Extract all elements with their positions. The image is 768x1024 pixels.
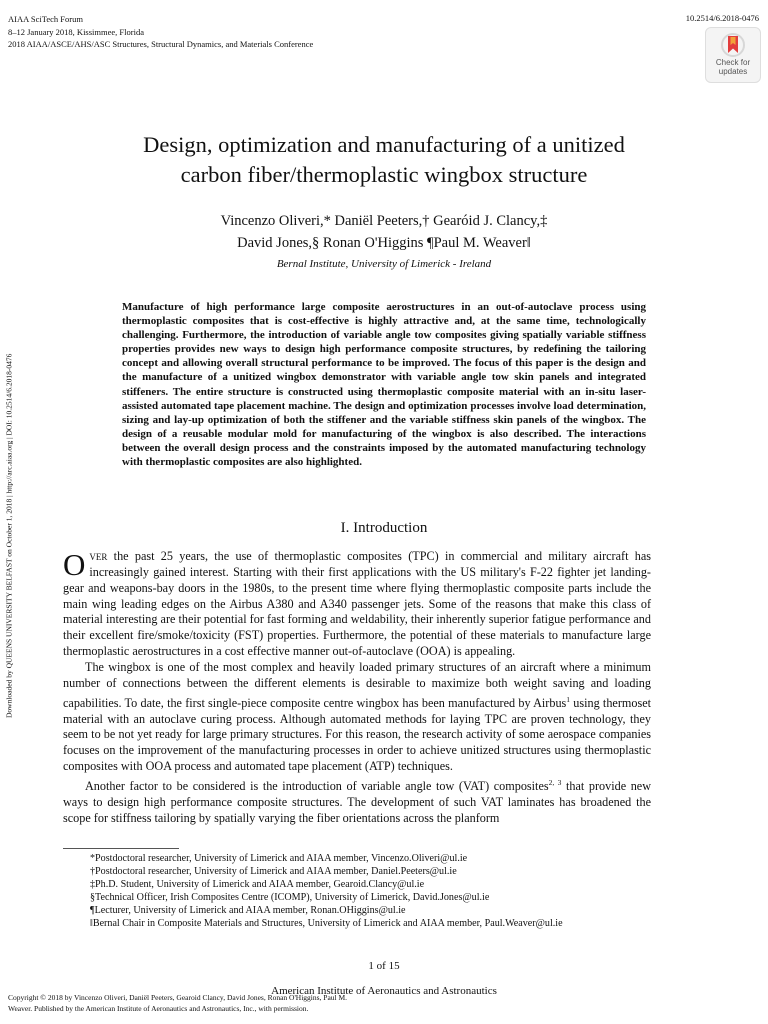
title-line-1: Design, optimization and manufacturing of a unitized (143, 132, 625, 157)
footnote: ‖Bernal Chair in Composite Materials and Structures, University of Limerick and AIAA member, Paul.Weaver@ul.ie (90, 917, 563, 929)
doi-label[interactable]: 10.2514/6.2018-0476 (685, 13, 759, 23)
paragraph-text: The wingbox is one of the most complex and heavily loaded primary structures of an aircraft where a minimum number of connections between the different elements is desirable to maximize both weight saving and loading capabilities. To date, the first single-piece composite centre wingbox has been manufactured by Airbus (63, 659, 651, 710)
footnote: ‡Ph.D. Student, University of Limerick and AIAA member, Gearoid.Clancy@ul.ie (90, 878, 425, 890)
drop-cap: O (63, 547, 86, 582)
conference-dates: 8–12 January 2018, Kissimmee, Florida (8, 26, 144, 37)
title-line-2: carbon fiber/thermoplastic wingbox structure (180, 162, 588, 187)
affiliation: Bernal Institute, University of Limerick - Ireland (276, 258, 492, 270)
conference-name: AIAA SciTech Forum (8, 14, 83, 24)
badge-label: Check for updates (715, 58, 751, 76)
conference-full-name: 2018 AIAA/ASCE/AHS/ASC Structures, Structural Dynamics, and Materials Conference (8, 39, 314, 49)
paragraph (63, 660, 651, 775)
paragraph-text: Another factor to be considered is the introduction of variable angle tow (VAT) composites (85, 778, 549, 793)
paragraph (63, 549, 651, 660)
paragraph-text: the past 25 years, the use of thermoplastic composites (TPC) in commercial and military aircraft has increasingly gained interest. Starting with their first applications with the US military's F-22 fighter jet landing-gear and weapons-bay doors in the 1980s, to the present time where flying thermoplastic composite parts include the main wing leading edges on the Airbus A380 and A340 passenger jets. Some of the reasons that make this class of material interesting are their potential for fast forming and weldability, their inherently superior fatigue performance and their excellent fire/smoke/toxicity (FST) properties. Furthermore, the potential of these materials to manufacture large thermoplastic aerostructures in a cost effective manner out-of-autoclave (OOA) is appealing. (63, 549, 651, 659)
paragraph-text: using thermoset material with an autoclave curing process. Although automated methods for laying TPC are proven technology, they seem to be not yet ready for large primary structures. For this reason, the research activity of some aerospace companies focuses on the improvement of the manufacturing processes in order to achieve unitized structures using thermoplastic composites with OOA process and automated tape placement (ATP) techniques. (63, 695, 651, 774)
authors-line-1: Vincenzo Oliveri,* Daniël Peeters,† Gearóid J. Clancy,‡ (220, 213, 548, 229)
copyright-notice: Copyright © 2018 by Vincenzo Oliveri, Daniël Peeters, Gearoid Clancy, David Jones, Ronan O'Higgins, Paul M. Weaver. Published by the American Institute of Aeronautics and Astronautics, Inc., with permission. (8, 993, 348, 1013)
footnote: §Technical Officer, Irish Composites Centre (ICOMP), University of Limerick, David.Jones@ul.ie (90, 891, 490, 903)
authors-line-2: David Jones,§ Ronan O'Higgins ¶Paul M. Weaver‖ (237, 235, 531, 251)
small-caps-lead: ver (89, 549, 108, 563)
paper-title (60, 130, 708, 190)
footnote: ¶Lecturer, University of Limerick and AIAA member, Ronan.OHiggins@ul.ie (90, 904, 406, 916)
footnote-divider (63, 848, 179, 849)
bookmark-ribbon-icon (721, 33, 745, 57)
publisher-footer: American Institute of Aeronautics and Astronautics (271, 985, 497, 997)
check-for-updates-badge[interactable] (705, 27, 761, 83)
download-watermark: Downloaded by QUEENS UNIVERSITY BELFAST on October 1, 2018 | http://arc.aiaa.org | DOI: 10.2514/6.2018-0476 (4, 353, 14, 718)
body-text (63, 549, 651, 826)
footnote: †Postdoctoral researcher, University of Limerick and AIAA member, Daniel.Peeters@ul.ie (90, 865, 457, 877)
author-list (90, 210, 678, 254)
abstract: Manufacture of high performance large composite aerostructures in an out-of-autoclave process using thermoplastic composites that is cost-effective is highly attractive and, at the same time, technologically challenging. Furthermore, the introduction of variable angle tow composites giving spatially variable stiffness properties provides new ways to design high performance composite structures, by redefining the tailoring concept and allowing overall structural performance to be improved. The focus of this paper is the design and the manufacture of a unitized wingbox demonstrator with variable angle tow skin panels and integrated stiffeners. The entire structure is constructed using thermoplastic composite material with an in-situ laser-assisted automated tape placement machine. The design and optimization processes involve load determination, sizing and lay-up optimization of both the stiffener and the variable stiffness skin panels of the wingbox. The design of a reusable modular mold for manufacturing of the wingbox is also described. The interactions between the overall design process and the constraints imposed by the automated manufacturing technology with thermoplastic composites are also highlighted. (122, 301, 646, 469)
citation-link[interactable]: 1 (566, 694, 571, 704)
footnotes (90, 853, 670, 930)
footnote: *Postdoctoral researcher, University of Limerick and AIAA member, Vincenzo.Oliveri@ul.ie (90, 853, 468, 864)
conference-header (8, 13, 313, 51)
paragraph-text: that provide new ways to design high performance composite structures. The development of such VAT laminates has broadened the scope for stiffness tailoring by spatially varying the fiber orientations across the planform (63, 778, 652, 825)
paragraph (63, 775, 651, 827)
citation-link[interactable]: 2, 3 (548, 777, 562, 787)
page-number: 1 of 15 (368, 960, 400, 972)
section-heading: I. Introduction (340, 520, 428, 536)
